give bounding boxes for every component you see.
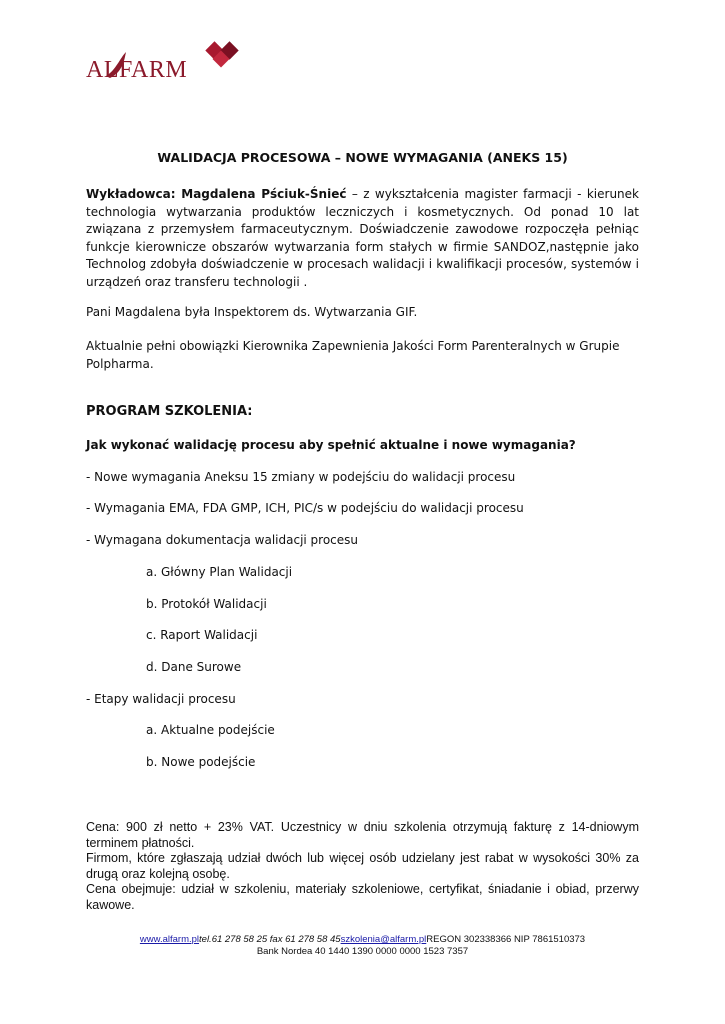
footer-bank: Bank Nordea 40 1440 1390 0000 0000 1523 7357 [256,946,469,957]
alfarm-logo [86,40,246,85]
program-subitem: a. Aktualne podejście [146,723,275,737]
pricing-section [86,820,639,913]
website-link[interactable]: www.alfarm.pl [139,934,200,945]
program-heading: PROGRAM SZKOLENIA: [86,404,253,419]
lecturer-inspector: Pani Magdalena była Inspektorem ds. Wytwarzania GIF. [86,305,418,319]
program-item: - Nowe wymagania Aneksu 15 zmiany w podejściu do walidacji procesu [86,470,516,484]
program-item: - Etapy walidacji procesu [86,692,236,706]
program-subitem: d. Dane Surowe [146,660,242,674]
program-subitem: a. Główny Plan Walidacji [146,565,293,579]
footer-phones: tel.61 278 58 25 fax 61 278 58 45 [199,934,341,945]
lecturer-label: Wykładowca: Magdalena Pściuk-Śnieć [86,187,347,201]
program-subitem: c. Raport Walidacji [146,628,258,642]
footer [0,934,725,958]
program-subitem: b. Nowe podejście [146,755,256,769]
lecturer-bio [86,186,639,291]
pricing-discount: Firmom, które zgłaszają udział dwóch lub więcej osób udzielany jest rabat w wysokości 30% za drugą oraz kolejną osobę. [86,851,639,881]
page-title: WALIDACJA PROCESOWA – NOWE WYMAGANIA (ANEKS 15) [157,150,568,165]
program-question: Jak wykonać walidację procesu aby spełnić aktualne i nowe wymagania? [86,438,576,452]
footer-contact-line [0,934,725,946]
lecturer-description: – z wykształcenia magister farmacji - kierunek technologia wytwarzania produktów leczniczych i kosmetycznych. Od ponad 10 lat związana z przemysłem farmaceutycznym. Doświadczenie zawodowe rozpoczęła pełniąc funkcje kierownicze obszarów wytwarzania form stałych w firmie SANDOZ,następnie jako Technolog zdobyła doświadczenie w procesach walidacji i kwalifikacji procesów, systemów i urządzeń oraz transferu technologii . [86,187,639,289]
pricing-price: Cena: 900 zł netto + 23% VAT. Uczestnicy w dniu szkolenia otrzymują fakturę z 14-dniowym terminem płatności. [86,820,639,850]
footer-regon-nip: REGON 302338366 NIP 7861510373 [426,934,586,945]
logo-text: ALFARM [86,57,188,83]
pricing-includes: Cena obejmuje: udział w szkoleniu, materiały szkoleniowe, certyfikat, śniadanie i obiad, przerwy kawowe. [86,882,639,912]
email-link[interactable]: szkolenia@alfarm.pl [340,934,427,945]
program-subitem: b. Protokół Walidacji [146,597,267,611]
program-item: - Wymagania EMA, FDA GMP, ICH, PIC/s w podejściu do walidacji procesu [86,501,524,515]
program-item: - Wymagana dokumentacja walidacji procesu [86,533,359,547]
lecturer-current-role: Aktualnie pełni obowiązki Kierownika Zapewnienia Jakości Form Parenteralnych w Grupie Polpharma. [86,339,620,371]
